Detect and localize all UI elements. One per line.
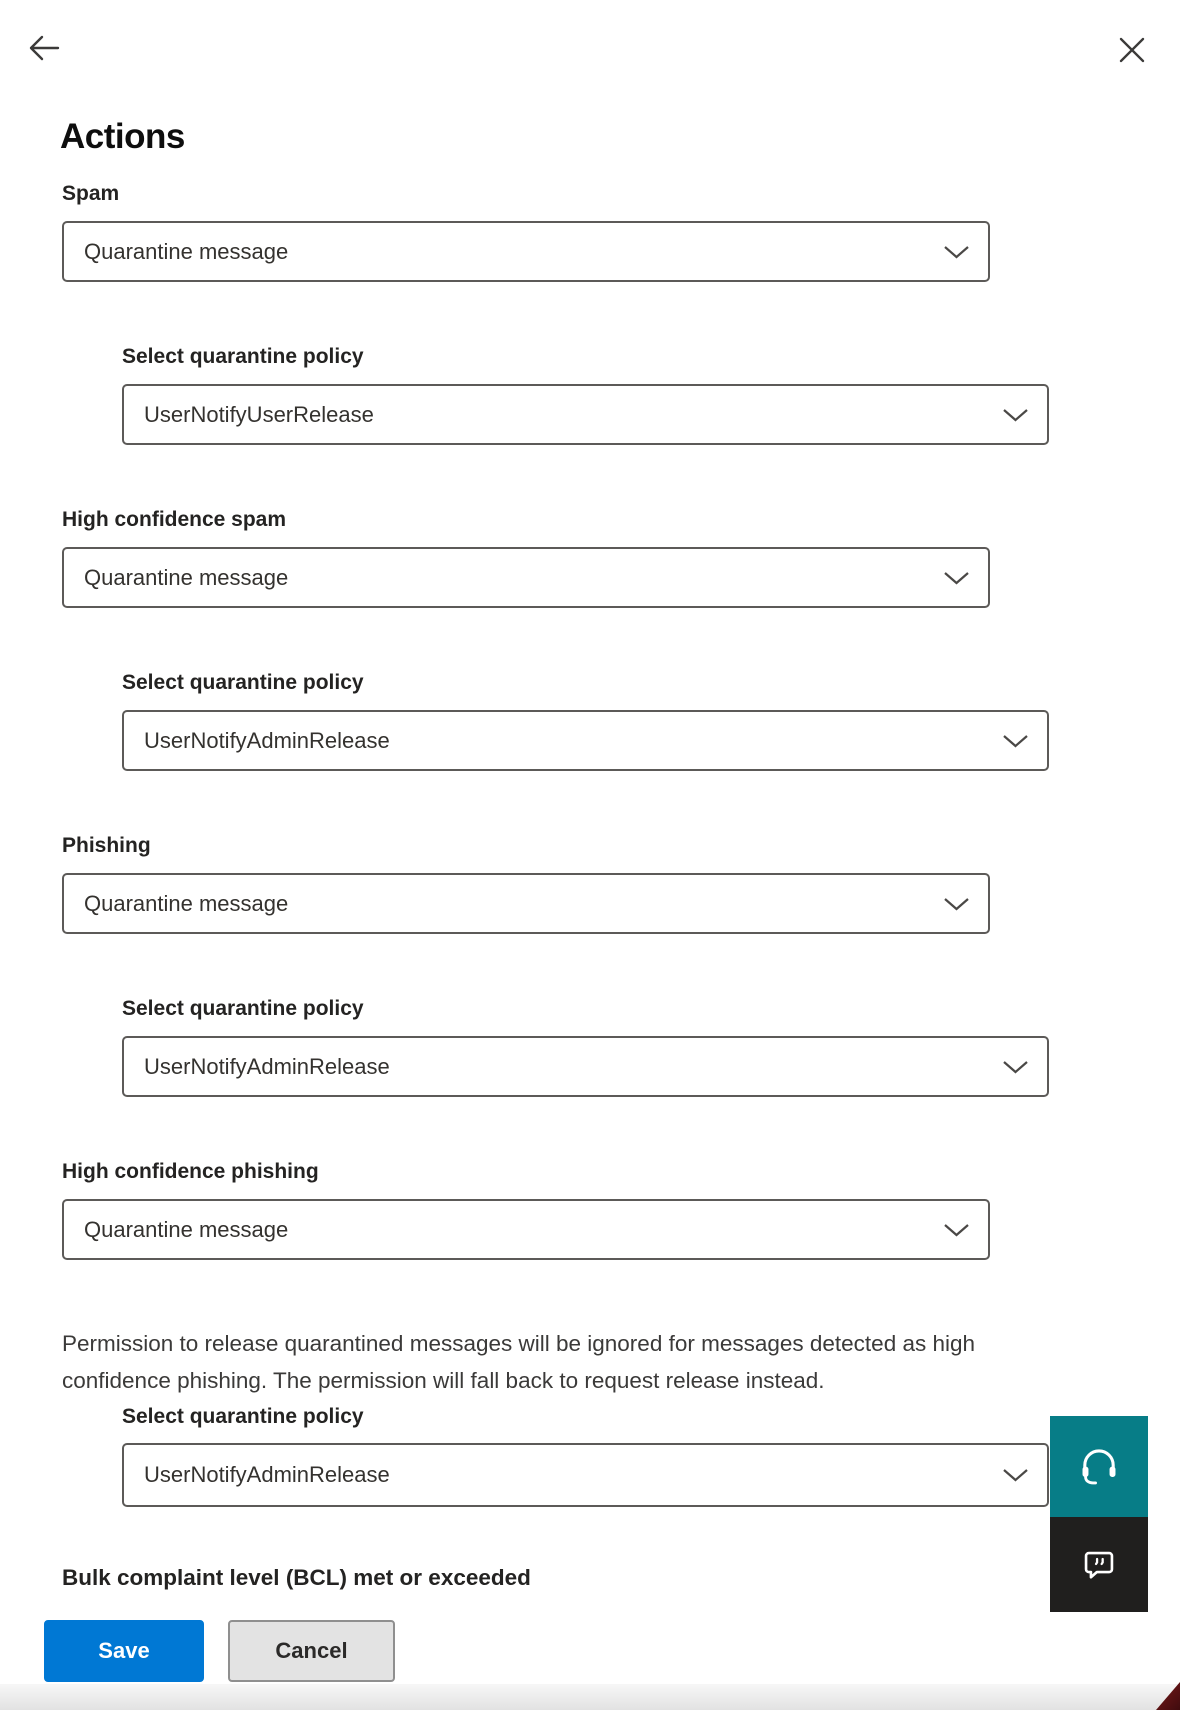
close-button[interactable]	[1110, 28, 1154, 72]
feedback-widget-button[interactable]	[1050, 1517, 1148, 1612]
chevron-down-icon	[943, 896, 970, 912]
high-confidence-spam-label: High confidence spam	[62, 508, 287, 531]
spam-action-value: Quarantine message	[84, 238, 289, 264]
spam-quarantine-policy-value: UserNotifyUserRelease	[144, 401, 374, 427]
chevron-down-icon	[943, 1222, 970, 1238]
chat-icon	[1078, 1544, 1120, 1586]
phishing-action-value: Quarantine message	[84, 890, 289, 916]
phishing-action-dropdown[interactable]	[62, 873, 990, 934]
chevron-down-icon	[943, 570, 970, 586]
headset-icon	[1076, 1444, 1122, 1490]
high-confidence-spam-action-value: Quarantine message	[84, 564, 289, 590]
chevron-down-icon	[1002, 407, 1029, 423]
phishing-label: Phishing	[62, 834, 151, 857]
chevron-down-icon	[943, 244, 970, 260]
bcl-section-label: Bulk complaint level (BCL) met or exceeded	[62, 1565, 531, 1590]
bcl-section-clip	[62, 1561, 822, 1593]
save-button[interactable]: Save	[44, 1620, 204, 1682]
high-confidence-phishing-note: Permission to release quarantined messages will be ignored for messages detected as high confidence phishing. The permission will fall back to request release instead.	[62, 1330, 976, 1393]
phishing-quarantine-policy-value: UserNotifyAdminRelease	[144, 1053, 390, 1079]
high-confidence-phishing-action-value: Quarantine message	[84, 1216, 289, 1242]
high-confidence-phishing-action-dropdown[interactable]	[62, 1199, 990, 1260]
spam-label: Spam	[62, 182, 120, 205]
hcs-quarantine-policy-value: UserNotifyAdminRelease	[144, 727, 390, 753]
help-widget-button[interactable]	[1050, 1416, 1148, 1517]
phishing-quarantine-policy-label: Select quarantine policy	[122, 997, 364, 1020]
high-confidence-phishing-label: High confidence phishing	[62, 1160, 319, 1183]
hcs-quarantine-policy-dropdown[interactable]	[122, 710, 1049, 771]
arrow-left-icon	[25, 31, 63, 65]
chevron-down-icon	[1002, 733, 1029, 749]
page-title: Actions	[60, 117, 185, 157]
page-bottom-edge	[0, 1684, 1180, 1710]
hcp-quarantine-policy-dropdown[interactable]	[122, 1443, 1049, 1507]
spam-quarantine-policy-dropdown[interactable]	[122, 384, 1049, 445]
spam-action-dropdown[interactable]	[62, 221, 990, 282]
close-icon	[1117, 36, 1147, 64]
high-confidence-spam-action-dropdown[interactable]	[62, 547, 990, 608]
hcs-quarantine-policy-label: Select quarantine policy	[122, 671, 364, 694]
hcp-quarantine-policy-label: Select quarantine policy	[122, 1405, 364, 1428]
spam-quarantine-policy-label: Select quarantine policy	[122, 345, 364, 368]
back-button[interactable]	[22, 26, 66, 70]
chevron-down-icon	[1002, 1059, 1029, 1075]
chevron-down-icon	[1002, 1467, 1029, 1483]
phishing-quarantine-policy-dropdown[interactable]	[122, 1036, 1049, 1097]
hcp-quarantine-policy-value: UserNotifyAdminRelease	[144, 1462, 390, 1487]
cancel-button[interactable]: Cancel	[228, 1620, 395, 1682]
